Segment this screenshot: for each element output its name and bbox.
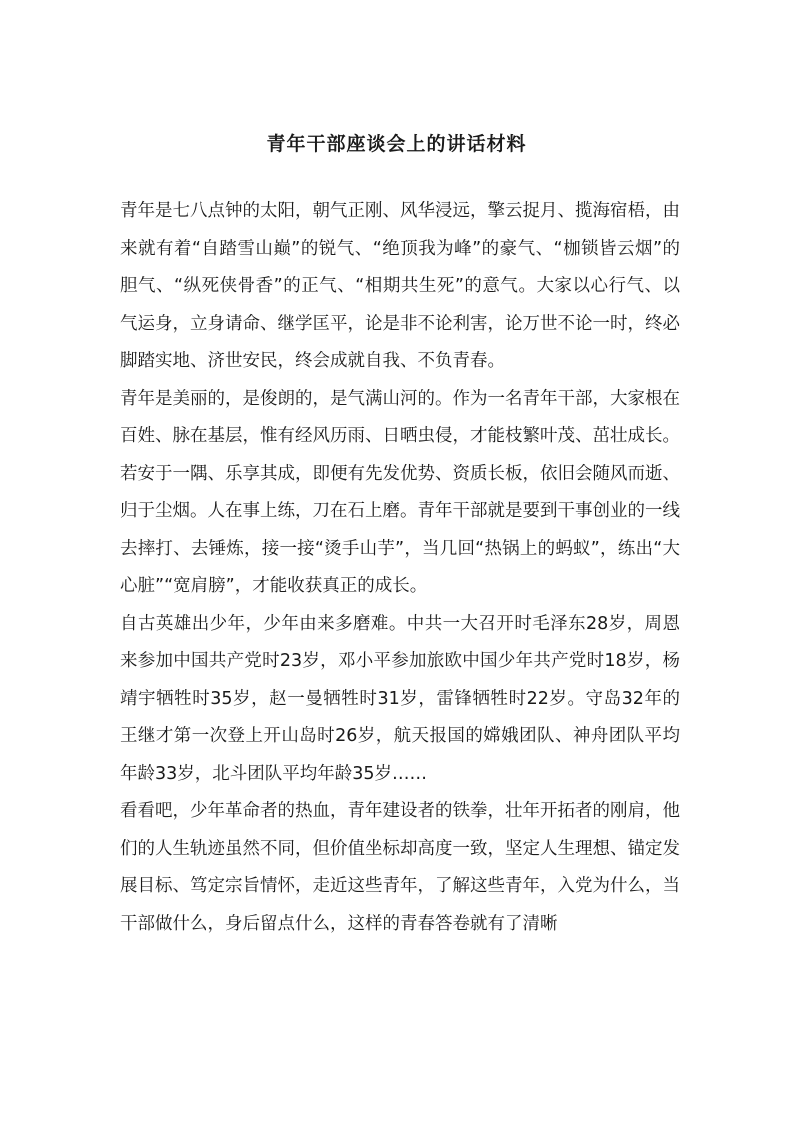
paragraph-2: 青年是美丽的，是俊朗的，是气满山河的。作为一名青年干部，大家根在百姓、脉在基层，惟有经风历雨、日晒虫侵，才能枝繁叶茂、茁壮成长。若安于一隅、乐享其成，即便有先发优势、资质长板，依旧会随风而逝、归于尘烟。人在事上练，刀在石上磨。青年干部就是要到干事创业的一线去摔打、去锤炼，接一接“烫手山芋”，当几回“热锅上的蚂蚁”，练出“大心脏”“宽肩膀”，才能收获真正的成长。	[120, 388, 680, 596]
paragraph-1: 青年是七八点钟的太阳，朝气正刚、风华浸远，擎云捉月、揽海宿梧，由来就有着“自踏雪山巅”的锐气、“绝顶我为峰”的豪气、“枷锁皆云烟”的胆气、“纵死侠骨香”的正气、“相期共生死”的意气。大家以心行气、以气运身，立身请命、继学匡平，论是非不论利害，论万世不论一时，终必脚踏实地、济世安民，终会成就自我、不负青春。	[120, 201, 680, 371]
paragraph-4: 看看吧，少年革命者的热血，青年建设者的铁拳，壮年开拓者的刚肩，他们的人生轨迹虽然不同，但价值坐标却高度一致，坚定人生理想、锚定发展目标、笃定宗旨情怀，走近这些青年，了解这些青年，入党为什么，当干部做什么，身后留点什么，这样的青春答卷就有了清晰	[120, 801, 680, 934]
paragraph-3: 自古英雄出少年，少年由来多磨难。中共一大召开时毛泽东28岁，周恩来参加中国共产党时23岁，邓小平参加旅欧中国少年共产党时18岁，杨靖宇牺牲时35岁，赵一曼牺牲时31岁，雷锋牺牲时22岁。守岛32年的王继才第一次登上开山岛时26岁，航天报国的嫦娥团队、神舟团队平均年龄33岁，北斗团队平均年龄35岁……	[120, 613, 680, 784]
document-title: 青年干部座谈会上的讲话材料	[266, 133, 527, 155]
document-body	[120, 193, 680, 943]
